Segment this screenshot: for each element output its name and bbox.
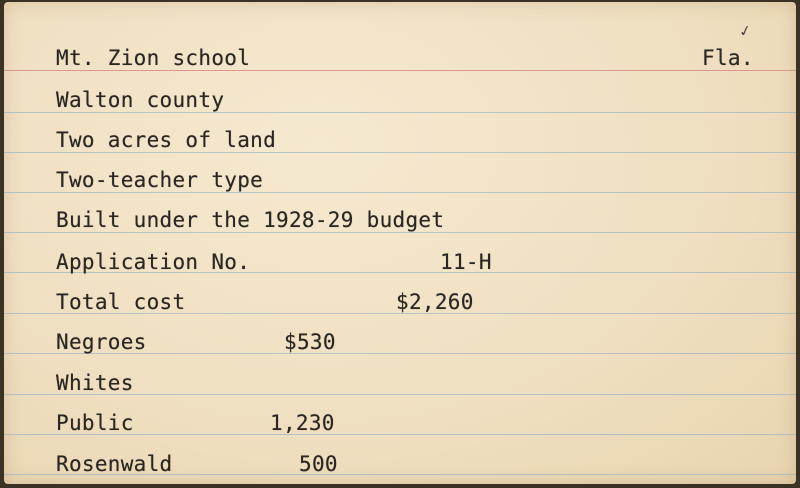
type-line: Two-teacher type bbox=[56, 168, 264, 192]
card-rule bbox=[4, 192, 796, 193]
card-rule bbox=[4, 112, 796, 113]
state-abbreviation: Fla. bbox=[702, 46, 754, 70]
record-card bbox=[4, 2, 796, 484]
contribution-label: Rosenwald bbox=[56, 452, 173, 476]
check-mark-icon: ✓ bbox=[737, 20, 754, 42]
contribution-value: 1,230 bbox=[270, 411, 335, 435]
total-cost-label: Total cost bbox=[56, 290, 186, 314]
contribution-value: 500 bbox=[299, 452, 338, 476]
land-line: Two acres of land bbox=[56, 128, 277, 152]
budget-line: Built under the 1928-29 budget bbox=[56, 208, 445, 232]
contribution-label: Whites bbox=[56, 371, 134, 395]
application-label: Application No. bbox=[56, 250, 251, 274]
school-name: Mt. Zion school bbox=[56, 46, 251, 70]
total-cost-value: $2,260 bbox=[396, 290, 474, 314]
card-rule bbox=[4, 152, 796, 153]
card-rule bbox=[4, 232, 796, 233]
contribution-label: Negroes bbox=[56, 330, 147, 354]
application-value: 11-H bbox=[440, 250, 492, 274]
header-rule bbox=[4, 70, 796, 71]
county-line: Walton county bbox=[56, 88, 225, 112]
contribution-label: Public bbox=[56, 411, 134, 435]
contribution-value: $530 bbox=[284, 330, 336, 354]
